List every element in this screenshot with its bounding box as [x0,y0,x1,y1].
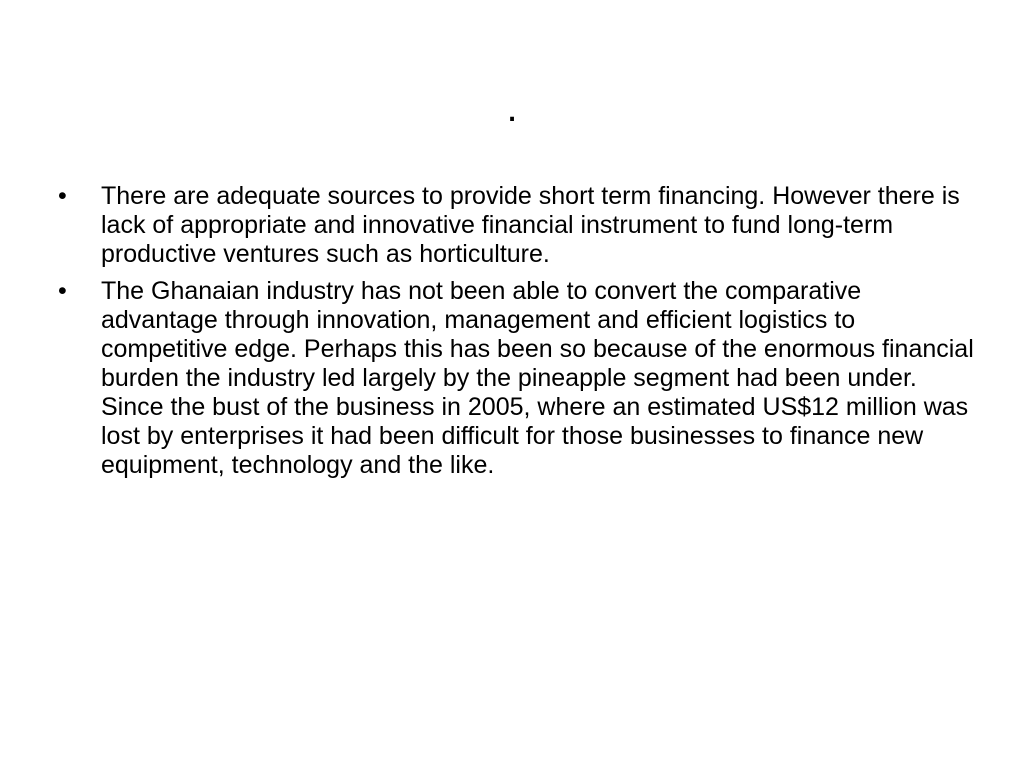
bullet-marker: • [58,277,67,305]
bullet-item [56,182,976,269]
bullet-text: The Ghanaian industry has not been able to convert the comparative advantage through innovation, management and efficient logistics to competitive edge. Perhaps this has been so because of the enormous financial burden the industry led largely by the pineapple segment had been under. Since the bust of the business in 2005, where an estimated US$12 million was lost by enterprises it had been difficult for those businesses to finance new equipment, technology and the like. [101,277,974,479]
bullet-text: There are adequate sources to provide short term financing. However there is lack of appropriate and innovative financial instrument to fund long-term productive ventures such as horticulture. [101,182,960,268]
slide-title: . [506,86,518,130]
bullet-marker: • [58,182,67,210]
bullet-list [56,182,976,488]
bullet-item [56,277,976,480]
